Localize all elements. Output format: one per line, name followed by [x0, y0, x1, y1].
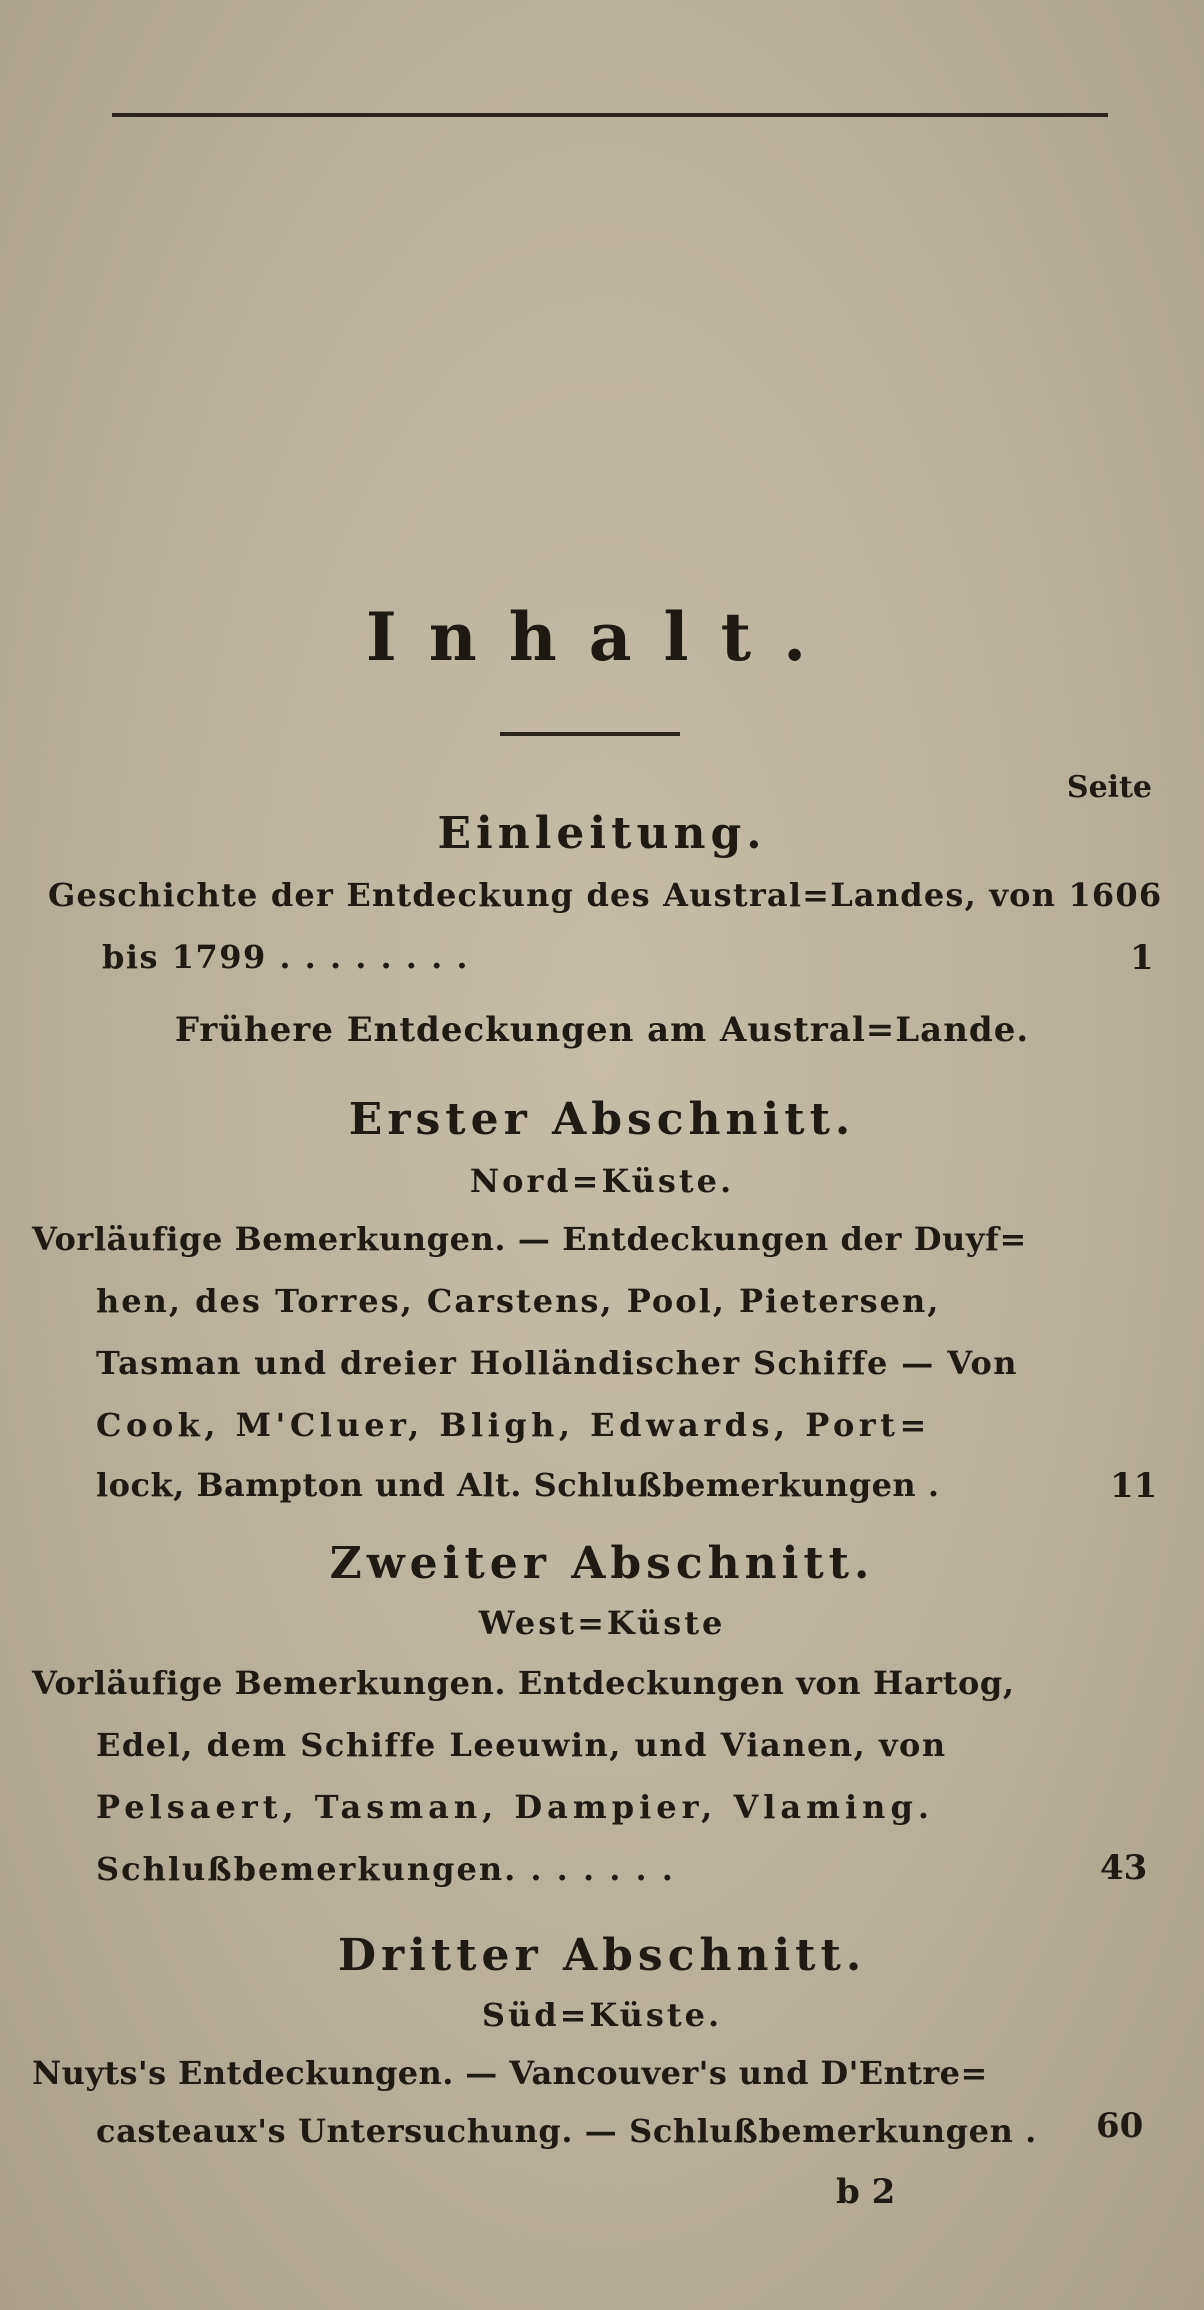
title-rule — [500, 732, 680, 736]
section-1-line-5: lock, Bampton und Alt. Schlußbemerkungen . — [96, 1466, 940, 1504]
section-3-line-1: Nuyts's Entdeckungen. — Vancouver's und D'Entre= — [32, 2054, 988, 2092]
intro-heading: Einleitung. — [437, 808, 767, 859]
section-1-line-2: hen, des Torres, Carstens, Pool, Pietersen, — [96, 1282, 941, 1320]
section-1-page-number: 11 — [1110, 1466, 1158, 1506]
section-1-line-1: Vorläufige Bemerkungen. — Entdeckungen der Duyf= — [32, 1220, 1027, 1258]
section-1-heading: Erster Abschnitt. — [348, 1094, 856, 1145]
section-3-line-2: casteaux's Untersuchung. — Schlußbemerkungen . — [96, 2112, 1037, 2150]
intro-line-1: Geschichte der Entdeckung des Austral=Landes, von 1606 — [48, 876, 1163, 914]
section-1-subheading: Nord=Küste. — [469, 1162, 735, 1200]
section-2-heading: Zweiter Abschnitt. — [329, 1538, 875, 1589]
section-2-line-2: Edel, dem Schiffe Leeuwin, und Vianen, von — [96, 1726, 947, 1764]
section-3-heading: Dritter Abschnitt. — [337, 1930, 867, 1981]
intro-line-2: bis 1799 . . . . . . . . — [102, 938, 469, 976]
signature-mark: b 2 — [836, 2172, 896, 2212]
section-2-page-number: 43 — [1100, 1848, 1148, 1888]
section-2-line-3: Pelsaert, Tasman, Dampier, Vlaming. — [96, 1788, 934, 1826]
section-2-line-4: Schlußbemerkungen. . . . . . . — [96, 1850, 675, 1888]
section-2-subheading: West=Küste — [478, 1604, 726, 1642]
part-title: Frühere Entdeckungen am Austral=Lande. — [174, 1010, 1030, 1050]
section-3-subheading: Süd=Küste. — [481, 1996, 723, 2034]
section-1-line-4: Cook, M'Cluer, Bligh, Edwards, Port= — [96, 1406, 931, 1444]
section-2-line-1: Vorläufige Bemerkungen. Entdeckungen von Hartog, — [32, 1664, 1015, 1702]
section-3-page-number: 60 — [1096, 2106, 1144, 2146]
intro-page-number: 1 — [1130, 938, 1154, 978]
section-1-line-3: Tasman und dreier Holländischer Schiffe — Von — [96, 1344, 1018, 1382]
seite-label: Seite — [1066, 770, 1152, 805]
toc-title: Inhalt. — [365, 598, 839, 676]
top-rule — [112, 113, 1108, 117]
